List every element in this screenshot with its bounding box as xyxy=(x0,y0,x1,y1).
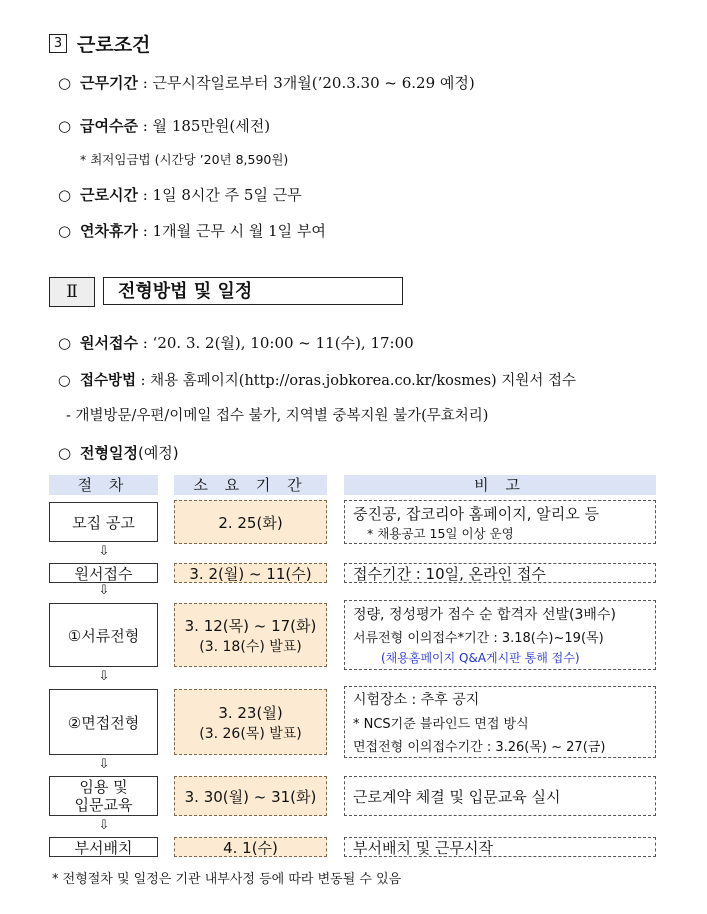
period-application: 3. 2(월) ~ 11(수) xyxy=(174,563,327,583)
header-step: 절 차 xyxy=(49,475,158,495)
down-arrow-icon: ⇩ xyxy=(98,583,110,598)
header-remark: 비 고 xyxy=(344,475,656,495)
schedule-label: 전형일정 xyxy=(80,444,138,462)
remark-line: 부서배치 및 근무시작 xyxy=(353,838,493,857)
bullet-icon: ○ xyxy=(58,222,72,240)
remark-line: 시험장소 : 추후 공지 xyxy=(353,692,480,708)
work-period-line xyxy=(58,72,475,93)
header-period: 소 요 기 간 xyxy=(174,475,327,495)
method-note: - 개별방문/우편/이메일 접수 불가, 지역별 중복지원 불가(무효처리) xyxy=(66,408,489,424)
schedule-line xyxy=(58,442,179,463)
remark-line: 근로계약 체결 및 입문교육 실시 xyxy=(353,787,561,806)
annual-leave-line xyxy=(58,220,326,241)
section-3-title: 근로조건 xyxy=(77,34,151,56)
remark-recruitment xyxy=(344,500,656,544)
step-interview: ②면접전형 xyxy=(49,689,158,755)
salary-text: : 월 185만원(세전) xyxy=(137,117,271,135)
down-arrow-icon: ⇩ xyxy=(98,544,110,559)
remark-line: (채용홈페이지 Q&A게시판 통해 접수) xyxy=(381,651,580,665)
minimum-wage-note: * 최저임금법 (시간당 ’20년 8,590원) xyxy=(80,152,289,167)
step-application: 원서접수 xyxy=(49,563,158,583)
down-arrow-icon: ⇩ xyxy=(98,757,110,772)
down-arrow-icon: ⇩ xyxy=(98,818,110,833)
remark-line: 면접전형 이의접수기간 : 3.26(목) ~ 27(금) xyxy=(353,740,606,755)
down-arrow-icon: ⇩ xyxy=(98,669,110,684)
work-hours-line xyxy=(58,184,302,205)
bullet-icon: ○ xyxy=(58,444,72,462)
remark-line: * 채용공고 15일 이상 운영 xyxy=(367,525,514,541)
footnote: * 전형절차 및 일정은 기관 내부사정 등에 따라 변동될 수 있음 xyxy=(52,872,402,887)
remark-line: 서류전형 이의접수*기간 : 3.18(수)~19(목) xyxy=(353,631,604,646)
remark-appointment xyxy=(344,776,656,816)
salary-label: 급여수준 xyxy=(80,117,138,135)
period-main: 3. 23(월) xyxy=(218,703,283,722)
remark-line: 중진공, 잡코리아 홈페이지, 알리오 등 xyxy=(353,504,599,523)
section-2-title: 전형방법 및 일정 xyxy=(103,277,403,305)
period-interview xyxy=(174,689,327,755)
bullet-icon: ○ xyxy=(58,117,72,135)
remark-document-screening xyxy=(344,600,656,670)
period-document-screening xyxy=(174,603,327,667)
method-text: : 채용 홈페이지(http://oras.jobkorea.co.kr/kosmes) 지원서 접수 xyxy=(136,373,576,389)
remark-assignment xyxy=(344,837,656,857)
annual-leave-label: 연차휴가 xyxy=(80,222,138,240)
step-appointment xyxy=(49,776,158,816)
bullet-icon: ○ xyxy=(58,74,72,92)
step-assignment: 부서배치 xyxy=(49,837,158,857)
work-hours-text: : 1일 8시간 주 5일 근무 xyxy=(137,186,302,204)
bullet-icon: ○ xyxy=(58,186,72,204)
step-line: 임용 및 xyxy=(79,778,128,796)
period-sub: (3. 18(수) 발표) xyxy=(199,638,302,655)
remark-line: * NCS기준 블라인드 면접 방식 xyxy=(353,717,529,732)
period-sub: (3. 26(목) 발표) xyxy=(199,725,302,742)
section-number-box: 3 xyxy=(49,34,67,53)
annual-leave-text: : 1개월 근무 시 월 1일 부여 xyxy=(137,222,326,240)
step-document-screening: ①서류전형 xyxy=(49,603,158,667)
bullet-icon: ○ xyxy=(58,373,71,389)
period-main: 3. 12(목) ~ 17(화) xyxy=(184,616,317,635)
work-period-text: : 근무시작일로부터 3개월(’20.3.30 ~ 6.29 예정) xyxy=(137,74,475,92)
section-2-number: Ⅱ xyxy=(49,277,95,307)
salary-line xyxy=(58,115,270,136)
period-recruitment: 2. 25(화) xyxy=(174,500,327,544)
bullet-icon: ○ xyxy=(58,334,72,352)
application-label: 원서접수 xyxy=(80,334,138,352)
step-recruitment: 모집 공고 xyxy=(49,502,158,542)
section-3-heading xyxy=(49,30,150,57)
remark-line: 정량, 정성평가 점수 순 합격자 선발(3배수) xyxy=(353,607,616,623)
schedule-suffix: (예정) xyxy=(137,444,179,462)
work-hours-label: 근로시간 xyxy=(80,186,138,204)
application-line xyxy=(58,332,414,353)
application-text: : ‘20. 3. 2(월), 10:00 ~ 11(수), 17:00 xyxy=(137,334,414,352)
method-line xyxy=(58,369,576,390)
period-assignment: 4. 1(수) xyxy=(174,837,327,857)
remark-interview xyxy=(344,686,656,758)
method-label: 접수방법 xyxy=(80,373,137,389)
remark-application xyxy=(344,563,656,583)
remark-line: 접수기간 : 10일, 온라인 접수 xyxy=(353,564,546,583)
work-period-label: 근무기간 xyxy=(80,74,138,92)
period-appointment: 3. 30(월) ~ 31(화) xyxy=(174,776,327,816)
step-line: 입문교육 xyxy=(74,796,133,814)
